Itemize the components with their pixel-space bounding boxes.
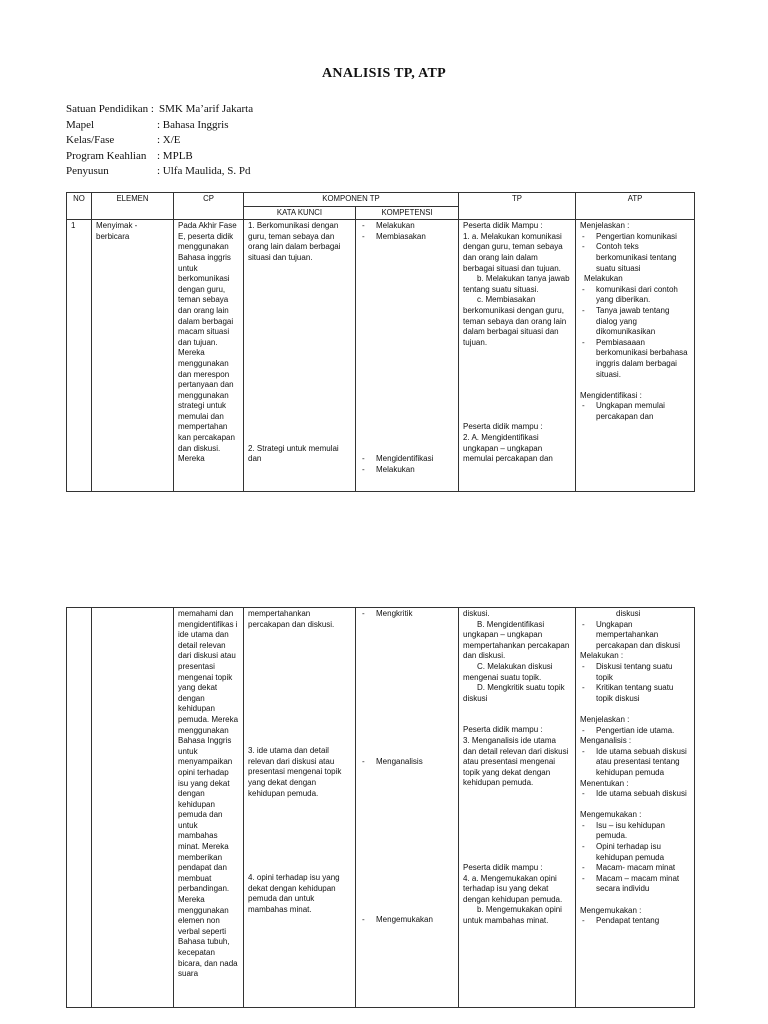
cell-tp <box>459 608 576 1008</box>
tp-item: B. Mengidentifikasi ungkapan – ungkapan mempertahankan percakapan dan diskusi. <box>463 619 570 661</box>
tp-intro: Peserta didik mampu : <box>463 725 543 735</box>
table-header-row <box>67 193 695 207</box>
tp-intro: Peserta didik mampu : <box>463 862 543 872</box>
document-info <box>66 102 253 180</box>
kata-kunci-1: 1. Berkomunikasi dengan guru, teman sebaya dan orang lain dalam berbagai situasi dan tujuan. <box>248 221 341 262</box>
cell-no <box>67 608 92 1008</box>
list-item: - Melakukan <box>360 221 454 232</box>
tp-intro: Peserta didik mampu : <box>463 422 543 432</box>
list-item: - Membiasakan <box>360 232 454 243</box>
info-value: : Bahasa Inggris <box>157 118 229 131</box>
info-label: Penyusun <box>66 165 109 177</box>
atp-list <box>580 662 690 704</box>
header-kompetensi: KOMPETENSI <box>356 206 459 220</box>
atp-list <box>580 726 690 737</box>
atp-heading: Menjelaskan : <box>580 221 630 231</box>
atp-list <box>580 747 690 779</box>
atp-list <box>580 401 690 422</box>
kompetensi-list-1 <box>360 221 454 242</box>
list-item: - Ide utama sebuah diskusi <box>580 789 690 800</box>
atp-list <box>580 285 690 380</box>
header-elemen: ELEMEN <box>92 193 174 220</box>
cell-cp: memahami dan mengidentifikas i ide utama dan detail relevan dari diskusi atau presentasi mengenai topik yang dekat dengan kehidupan pemuda. Mereka menggunakan Bahasa Inggris untuk menyampaikan opini terhadap isu yang dekat dengan kehidupan pemuda dan untuk mambahas minat. Mereka memberikan pendapat dan membuat perbandingan. Mereka menggunakan elemen non verbal seperti Bahasa tubuh, kecepatan bicara, dan nada suara <box>174 608 244 1008</box>
tp-intro: Peserta didik Mampu : <box>463 221 543 231</box>
atp-heading: Mengidentifikasi : <box>580 390 642 400</box>
list-item: - Pembiasaaan berkomunikasi berbahasa inggris dalam berbagai situasi. <box>580 338 690 380</box>
header-cp: CP <box>174 193 244 220</box>
kompetensi-list <box>360 757 454 768</box>
tp-item: b. Mengemukakan opini untuk mambahas minat. <box>463 905 562 925</box>
info-value: : X/E <box>157 134 181 146</box>
info-label: Program Keahlian <box>66 149 147 162</box>
atp-heading: Melakukan : <box>580 651 624 661</box>
atp-heading: Menentukan : <box>580 778 629 788</box>
list-item: - Mengemukakan <box>360 915 454 926</box>
analysis-table <box>66 192 695 492</box>
kompetensi-list <box>360 915 454 926</box>
cell-no: 1 <box>67 220 92 492</box>
tp-item: b. Melakukan tanya jawab tentang suatu situasi. <box>463 274 570 294</box>
header-tp: TP <box>459 193 576 220</box>
kata-kunci-4: 4. opini terhadap isu yang dekat dengan kehidupan pemuda dan untuk mambahas minat. <box>248 873 340 914</box>
info-value: : MPLB <box>157 149 193 162</box>
atp-text: diskusi <box>616 609 641 618</box>
list-item: - Kritikan tentang suatu topik diskusi <box>580 683 690 704</box>
atp-list <box>580 789 690 800</box>
atp-heading: Melakukan <box>584 274 623 284</box>
list-item: - Ide utama sebuah diskusi atau presentasi tentang kehidupan pemuda <box>580 747 690 779</box>
cell-atp <box>576 608 695 1008</box>
list-item: - Ungkapan memulai percakapan dan <box>580 401 690 422</box>
list-item: - Pendapat tentang <box>580 916 690 927</box>
atp-heading: Mengemukakan : <box>580 905 642 915</box>
list-item: - komunikasi dari contoh yang diberikan. <box>580 285 690 306</box>
info-row-penyusun <box>66 164 253 180</box>
atp-heading: Menganalisis : <box>580 736 632 746</box>
tp-item: 4. a. Mengemukakan opini terhadap isu yang dekat dengan kehidupan pemuda. <box>463 873 563 904</box>
atp-list <box>580 232 690 274</box>
cell-elemen: Menyimak - berbicara <box>92 220 174 492</box>
tp-item: diskusi. <box>463 609 490 618</box>
list-item: - Isu – isu kehidupan pemuda. <box>580 821 690 842</box>
header-komponen-tp: KOMPONEN TP <box>244 193 459 207</box>
cell-kata-kunci <box>244 608 356 1008</box>
tp-item: D. Mengkritik suatu topik diskusi <box>463 683 565 703</box>
page-title: ANALISIS TP, ATP <box>322 66 446 81</box>
atp-heading: Menjelaskan : <box>580 714 630 724</box>
cell-tp <box>459 220 576 492</box>
kata-kunci-1: mempertahankan percakapan dan diskusi. <box>248 609 335 629</box>
list-item: - Macam – macam minat secara individu <box>580 874 690 895</box>
tp-item: C. Melakukan diskusi mengenai suatu topik. <box>463 661 553 682</box>
list-item: - Mengkritik <box>360 609 454 620</box>
info-value: SMK Ma’arif Jakarta <box>159 103 254 115</box>
table-row <box>67 220 695 492</box>
info-value: : Ulfa Maulida, S. Pd <box>157 165 251 177</box>
list-item: - Pengertian komunikasi <box>580 232 690 243</box>
atp-list <box>580 916 690 927</box>
table-row <box>67 608 695 1008</box>
list-item: - Pengertian ide utama. <box>580 726 690 737</box>
cell-kompetensi <box>356 220 459 492</box>
kompetensi-list <box>360 609 454 620</box>
cell-elemen <box>92 608 174 1008</box>
tp-item: c. Membiasakan berkomunikasi dengan guru, teman sebaya dan orang lain dalam berbagai situasi dan tujuan. <box>463 295 567 347</box>
list-item: - Menganalisis <box>360 757 454 768</box>
list-item: - Mengidentifikasi <box>360 454 454 465</box>
info-row-kelas <box>66 133 253 149</box>
tp-item: 1. a. Melakukan komunikasi dengan guru, teman sebaya dan orang lain dalam berbagai situasi dan tujuan. <box>463 231 563 273</box>
atp-heading: Mengemukakan : <box>580 810 642 820</box>
list-item: - Contoh teks berkomunikasi tentang suatu situasi <box>580 242 690 274</box>
list-item: - Macam- macam minat <box>580 863 690 874</box>
list-item: - Opini terhadap isu kehidupan pemuda <box>580 842 690 863</box>
info-row-satuan <box>66 102 253 118</box>
cell-kompetensi <box>356 608 459 1008</box>
header-atp: ATP <box>576 193 695 220</box>
cell-kata-kunci <box>244 220 356 492</box>
list-item: - Diskusi tentang suatu topik <box>580 662 690 683</box>
info-row-program <box>66 149 253 165</box>
info-row-mapel <box>66 118 253 134</box>
header-no: NO <box>67 193 92 220</box>
cell-cp: Pada Akhir Fase E, peserta didik menggunakan Bahasa inggris untuk berkomunikasi dengan guru, teman sebaya dan orang lain dalam berbagai macam situasi dan tujuan. Mereka menggunakan dan merespon pertanyaan dan menggunakan strategi untuk memulai dan mempertahan kan percakapan dan diskusi. Mereka <box>174 220 244 492</box>
kata-kunci-2: 2. Strategi untuk memulai dan <box>248 443 339 464</box>
kompetensi-list-2 <box>360 454 454 475</box>
info-label: Satuan Pendidikan : <box>66 103 154 115</box>
tp-item: 2. A. Mengidentifikasi ungkapan – ungkapan memulai percakapan dan <box>463 432 553 464</box>
tp-item: 3. Menganalisis ide utama dan detail relevan dari diskusi atau presentasi mengenai topik yang dekat dengan kehidupan pemuda. <box>463 735 569 788</box>
atp-list <box>580 821 690 895</box>
info-label: Kelas/Fase <box>66 134 115 146</box>
kata-kunci-3: 3. ide utama dan detail relevan dari diskusi atau presentasi mengenai topik yang dekat dengan kehidupan pemuda. <box>248 746 342 798</box>
atp-list <box>580 620 690 652</box>
list-item: - Tanya jawab tentang dialog yang dikomunikasikan <box>580 306 690 338</box>
analysis-table-continued <box>66 607 695 1008</box>
info-label: Mapel <box>66 118 95 131</box>
header-kata-kunci: KATA KUNCI <box>244 206 356 220</box>
list-item: - Melakukan <box>360 465 454 476</box>
cell-atp <box>576 220 695 492</box>
list-item: - Ungkapan mempertahankan percakapan dan diskusi <box>580 620 690 652</box>
